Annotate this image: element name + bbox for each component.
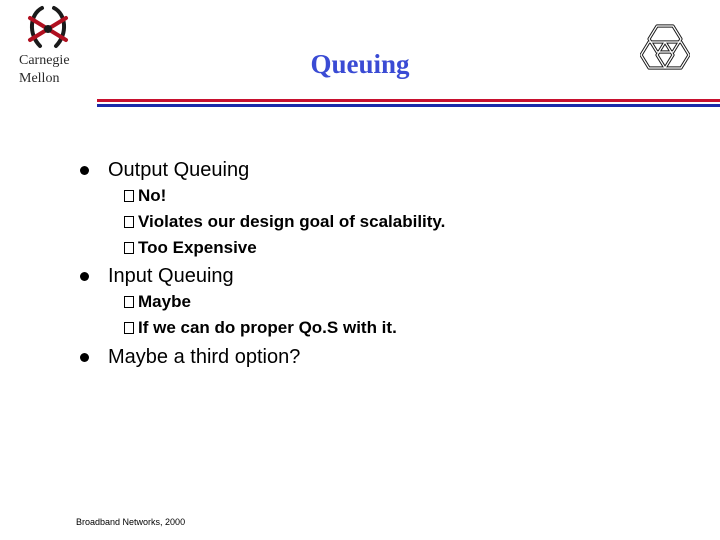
carnegie-mellon-seal-icon [22,4,74,50]
bullet-dot-icon [80,166,89,175]
bullet-item [80,345,300,369]
header-rule-red [97,99,720,102]
wordmark-line-2: Mellon [19,71,60,86]
wordmark-line-1: Carnegie [19,53,70,68]
sub-bullet-text: No! [138,186,167,205]
bullet-item [80,158,249,182]
sub-bullet-text: Too Expensive [138,238,257,257]
sub-bullet-item [124,318,397,338]
footer-text: Broadband Networks, 2000 [76,517,186,527]
sub-bullet-text: Maybe [138,292,191,311]
sub-bullet-box-icon [124,190,134,202]
bullet-dot-icon [80,272,89,281]
bullet-text: Output Queuing [108,159,250,181]
header-rule-blue [97,104,720,107]
bullet-item [80,264,234,288]
bullet-text: Input Queuing [108,265,234,287]
sub-bullet-box-icon [124,216,134,228]
page-title: Queuing [310,49,410,79]
sub-bullet-text: If we can do proper Qo.S with it. [138,318,397,337]
sub-bullet-item [124,292,191,312]
sub-bullet-item [124,186,166,206]
sub-bullet-box-icon [124,296,134,308]
sub-bullet-item [124,238,257,258]
sub-bullet-box-icon [124,242,134,254]
interlocking-hexagons-icon [640,22,690,76]
sub-bullet-item [124,212,445,232]
sub-bullet-box-icon [124,322,134,334]
bullet-dot-icon [80,353,89,362]
sub-bullet-text: Violates our design goal of scalability. [138,212,446,231]
bullet-text: Maybe a third option? [108,346,301,368]
